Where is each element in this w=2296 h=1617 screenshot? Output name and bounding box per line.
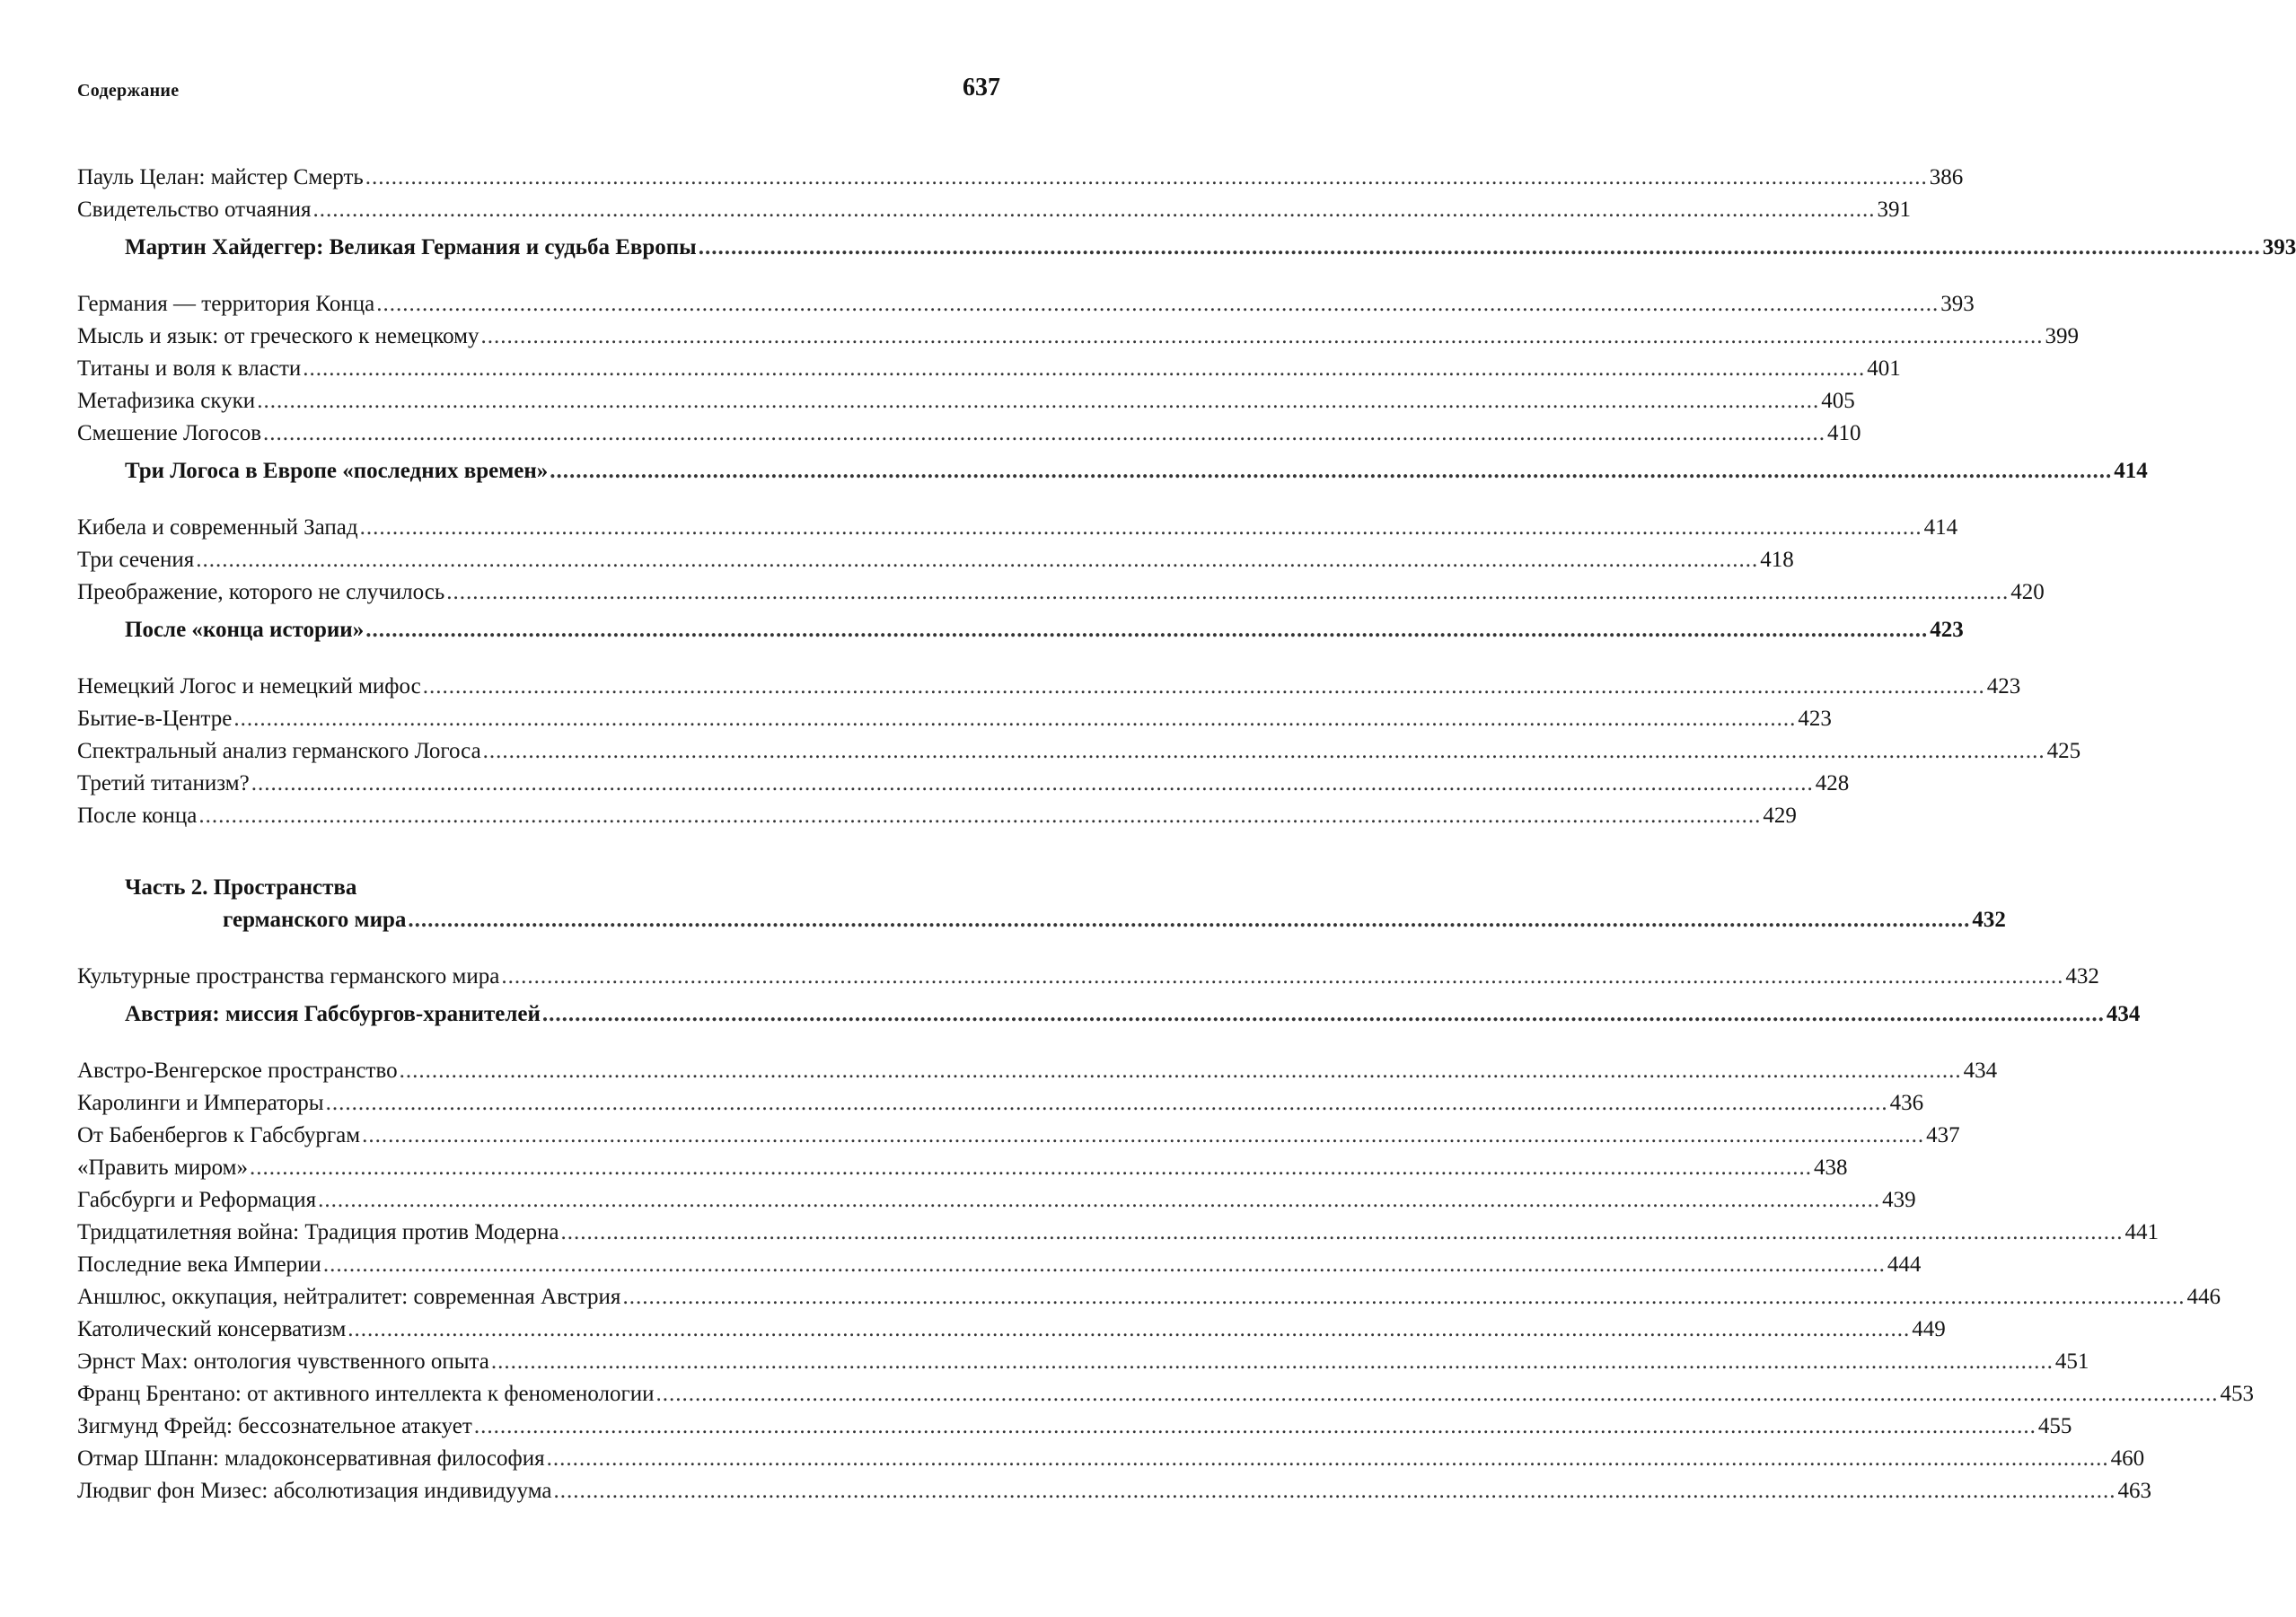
- toc-entry-title: Пауль Целан: майстер Смерть: [77, 165, 364, 189]
- toc-group: [77, 288, 2079, 450]
- toc-entry-page: 441: [2124, 1220, 2159, 1244]
- toc-entry: [77, 385, 1855, 417]
- leader-dots: ................................................................................................................................................................................................................................................: [257, 389, 1820, 413]
- toc-entry-page: 434: [1963, 1059, 1998, 1083]
- leader-dots: ................................................................................................................................................................................................................................................: [312, 198, 1876, 222]
- leader-dots: ................................................................................................................................................................................................................................................: [655, 1382, 2219, 1406]
- leader-dots: ................................................................................................................................................................................................................................................: [553, 1479, 2116, 1503]
- toc-group: [77, 1055, 2254, 1507]
- toc-entry-title: Спектральный анализ германского Логоса: [77, 739, 481, 763]
- leader-dots: ................................................................................................................................................................................................................................................: [322, 1252, 1886, 1277]
- toc-entry-page: 444: [1887, 1252, 1922, 1277]
- toc-entry-page: 425: [2046, 739, 2081, 763]
- toc-group: [77, 671, 2081, 832]
- toc-group: [77, 961, 2099, 993]
- toc-entry: [77, 162, 1964, 194]
- toc-entry-page: 438: [1813, 1156, 1848, 1180]
- toc-entry-page: 455: [2037, 1414, 2072, 1438]
- toc-entry: [77, 288, 1975, 321]
- toc-entry-title: Титаны и воля к власти: [77, 356, 302, 381]
- leader-dots: ................................................................................................................................................................................................................................................: [560, 1220, 2124, 1244]
- toc-entry-title: Франц Брентано: от активного интеллекта к феноменологии: [77, 1382, 655, 1406]
- toc-entry-page: 401: [1867, 356, 1901, 381]
- toc-entry: [77, 1184, 1916, 1217]
- toc-entry-title: Каролинги и Императоры: [77, 1091, 324, 1115]
- toc-entry-page: 414: [1923, 515, 1958, 540]
- toc-entry: [77, 961, 2099, 993]
- toc-entry: [77, 1249, 1922, 1281]
- toc-entry-page: 423: [1986, 674, 2021, 699]
- toc-entry: [77, 1120, 1960, 1152]
- toc-entry-page: 423: [1798, 707, 1832, 731]
- toc-entry-title: Людвиг фон Мизес: абсолютизация индивидуума: [77, 1479, 552, 1503]
- toc-entry-page: 393: [1940, 292, 1975, 316]
- toc-entry: [77, 1475, 2151, 1507]
- toc-entry: [77, 1410, 2072, 1443]
- toc-entry: [77, 1152, 1848, 1184]
- leader-dots: ................................................................................................................................................................................................................................................: [399, 1059, 1962, 1083]
- leader-dots: ................................................................................................................................................................................................................................................: [303, 356, 1866, 381]
- leader-dots: ................................................................................................................................................................................................................................................: [480, 324, 2044, 348]
- toc-entry-title: «Править миром»: [77, 1156, 248, 1180]
- toc-entry-title: Эрнст Мах: онтология чувственного опыта: [77, 1349, 489, 1374]
- toc-entry-title: Смешение Логосов: [77, 421, 262, 445]
- toc-entry-page: 446: [2186, 1285, 2221, 1309]
- toc-entry: [77, 194, 1911, 226]
- leader-dots: ................................................................................................................................................................................................................................................: [550, 459, 2113, 483]
- leader-dots: ................................................................................................................................................................................................................................................: [263, 421, 1826, 445]
- toc-entry-title: Австро-Венгерское пространство: [77, 1059, 398, 1083]
- leader-dots: ................................................................................................................................................................................................................................................: [365, 618, 1929, 642]
- toc-entry-page: 453: [2220, 1382, 2254, 1406]
- toc-section-heading: После «конца истории» ................................................................................................................................................................................................................................................ 423: [77, 614, 999, 646]
- toc-entry-page: 451: [2054, 1349, 2089, 1374]
- toc-entry-title: Отмар Шпанн: младоконсервативная философия: [77, 1446, 545, 1471]
- toc-entry: [77, 1217, 2159, 1249]
- toc-entry: [77, 1314, 1946, 1346]
- toc-entry-title: Немецкий Логос и немецкий мифос: [77, 674, 421, 699]
- leader-dots: ................................................................................................................................................................................................................................................: [473, 1414, 2036, 1438]
- part-heading: Часть 2. Пространства: [125, 875, 357, 900]
- leader-dots: ................................................................................................................................................................................................................................................: [347, 1317, 1911, 1341]
- toc-entry: [77, 768, 1850, 800]
- toc-entry: [77, 735, 2081, 768]
- toc-section-heading: Мартин Хайдеггер: Великая Германия и судьба Европы ................................................................................................................................................................................................................................................ 393: [77, 232, 999, 264]
- toc-entry-title: Тридцатилетняя война: Традиция против Модерна: [77, 1220, 559, 1244]
- toc-section-heading: Австрия: миссия Габсбургов-хранителей ................................................................................................................................................................................................................................................ 434: [77, 998, 999, 1031]
- toc-entry-title: От Бабенбергов к Габсбургам: [77, 1123, 361, 1147]
- leader-dots: ................................................................................................................................................................................................................................................: [365, 165, 1928, 189]
- toc-entry: [77, 321, 2079, 353]
- leader-dots: ................................................................................................................................................................................................................................................: [196, 548, 1759, 572]
- leader-dots: ................................................................................................................................................................................................................................................: [482, 739, 2045, 763]
- toc-entry: [77, 703, 1832, 735]
- toc-section-heading: Три Логоса в Европе «последних времен» ................................................................................................................................................................................................................................................ 414: [77, 455, 999, 488]
- toc-entry-page: 437: [1926, 1123, 1960, 1147]
- toc-entry: [77, 1346, 2089, 1378]
- toc-entry-page: 391: [1877, 198, 1911, 222]
- toc-entry-title: Три сечения: [77, 548, 195, 572]
- toc-entry: [77, 1281, 2221, 1314]
- toc-entry-page: 460: [2110, 1446, 2145, 1471]
- toc-entry: [77, 544, 1794, 576]
- leader-dots: ................................................................................................................................................................................................................................................: [622, 1285, 2186, 1309]
- part-heading-line2: германского мира ................................................................................................................................................................................................................................................ 432: [77, 904, 999, 936]
- leader-dots: ................................................................................................................................................................................................................................................: [698, 235, 2261, 259]
- leader-dots: ................................................................................................................................................................................................................................................: [490, 1349, 2054, 1374]
- toc-entry: [77, 512, 1958, 544]
- toc-entry-title: Аншлюс, оккупация, нейтралитет: современная Австрия: [77, 1285, 621, 1309]
- toc-entry-page: 410: [1827, 421, 1861, 445]
- toc-entry: [77, 417, 1861, 450]
- toc-entry-page: 463: [2117, 1479, 2151, 1503]
- toc-entry: [77, 800, 1797, 832]
- leader-dots: ................................................................................................................................................................................................................................................: [233, 707, 1797, 731]
- toc-entry: [77, 1055, 1998, 1087]
- toc-entry: [77, 671, 2021, 703]
- toc-entry-page: 432: [2065, 964, 2099, 989]
- toc-entry-title: Бытие-в-Центре: [77, 707, 233, 731]
- toc-entry-page: 439: [1882, 1188, 1916, 1212]
- toc-group: [77, 512, 2045, 609]
- leader-dots: ................................................................................................................................................................................................................................................: [251, 771, 1814, 795]
- toc-entry-title: Метафизика скуки: [77, 389, 256, 413]
- toc-group: [77, 162, 1964, 226]
- toc-entry-title: Зигмунд Фрейд: бессознательное атакует: [77, 1414, 472, 1438]
- leader-dots: ................................................................................................................................................................................................................................................: [359, 515, 1922, 540]
- toc-entry-page: 420: [2010, 580, 2045, 604]
- toc-entry-title: Кибела и современный Запад: [77, 515, 358, 540]
- toc-entry-title: Преображение, которого не случилось: [77, 580, 445, 604]
- toc-entry-title: Третий титанизм?: [77, 771, 250, 795]
- toc-entry-page: 428: [1815, 771, 1850, 795]
- toc-entry-page: 386: [1929, 165, 1964, 189]
- leader-dots: ................................................................................................................................................................................................................................................: [325, 1091, 1888, 1115]
- toc-entry-title: Католический консерватизм: [77, 1317, 347, 1341]
- leader-dots: ................................................................................................................................................................................................................................................: [446, 580, 2010, 604]
- toc-entry-title: Мысль и язык: от греческого к немецкому: [77, 324, 479, 348]
- leader-dots: ................................................................................................................................................................................................................................................: [376, 292, 1940, 316]
- toc-entry-page: 429: [1763, 804, 1797, 828]
- toc-entry-page: 418: [1760, 548, 1794, 572]
- leader-dots: ................................................................................................................................................................................................................................................: [546, 1446, 2109, 1471]
- toc-entry-page: 405: [1821, 389, 1855, 413]
- leader-dots: ................................................................................................................................................................................................................................................: [318, 1188, 1881, 1212]
- leader-dots: ................................................................................................................................................................................................................................................: [408, 908, 1971, 932]
- toc-entry-title: Габсбурги и Реформация: [77, 1188, 317, 1212]
- toc-entry: [77, 1378, 2254, 1410]
- leader-dots: ................................................................................................................................................................................................................................................: [501, 964, 2064, 989]
- toc-entry: [77, 1443, 2145, 1475]
- toc-entry-page: 436: [1889, 1091, 1924, 1115]
- toc-entry: [77, 576, 2045, 609]
- page-number: 637: [963, 74, 1000, 101]
- toc-entry-page: 449: [1912, 1317, 1946, 1341]
- leader-dots: ................................................................................................................................................................................................................................................: [422, 674, 1985, 699]
- toc-entry-title: Культурные пространства германского мира: [77, 964, 500, 989]
- running-head: [77, 74, 1000, 110]
- leader-dots: ................................................................................................................................................................................................................................................: [362, 1123, 1925, 1147]
- toc-entry-title: Последние века Империи: [77, 1252, 321, 1277]
- toc-entry: [77, 1087, 1924, 1120]
- toc-entry-title: Германия — территория Конца: [77, 292, 375, 316]
- table-of-contents: [77, 162, 2296, 1507]
- toc-entry-title: Свидетельство отчаяния: [77, 198, 312, 222]
- leader-dots: ................................................................................................................................................................................................................................................: [541, 1002, 2105, 1026]
- running-title: Содержание: [77, 81, 180, 101]
- toc-entry-title: После конца: [77, 804, 198, 828]
- leader-dots: ................................................................................................................................................................................................................................................: [249, 1156, 1812, 1180]
- leader-dots: ................................................................................................................................................................................................................................................: [198, 804, 1762, 828]
- toc-entry: [77, 353, 1901, 385]
- toc-entry-page: 399: [2045, 324, 2079, 348]
